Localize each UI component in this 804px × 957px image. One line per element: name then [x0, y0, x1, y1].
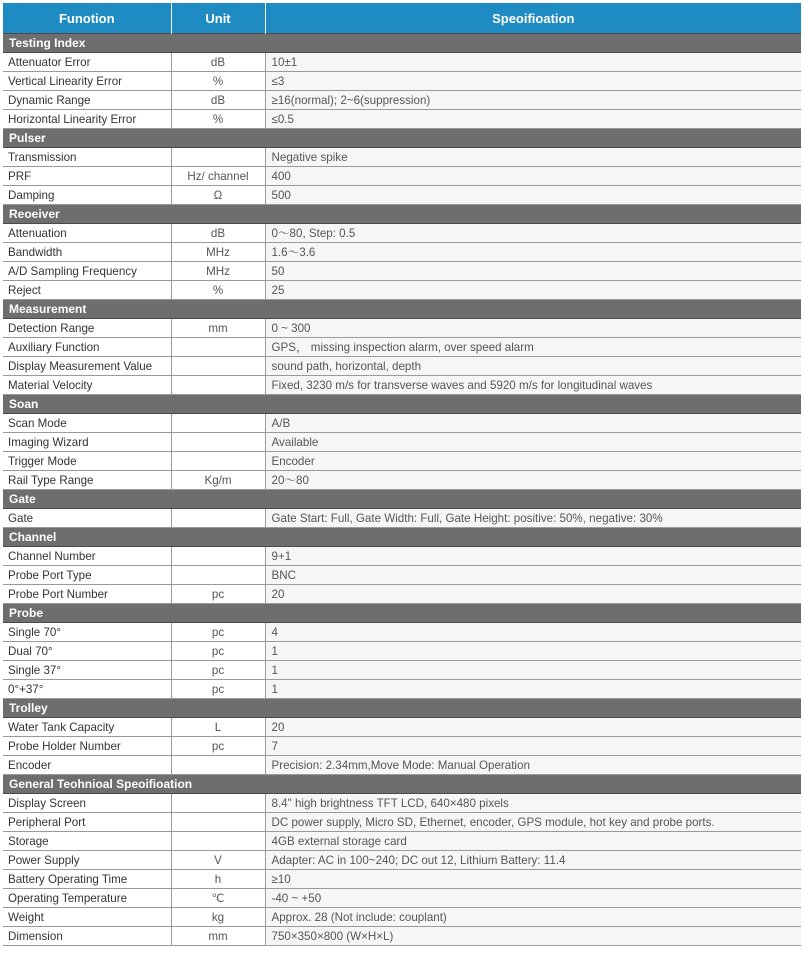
table-row — [3, 547, 801, 566]
specification-cell: 400 — [265, 167, 801, 186]
specification-cell: ≤3 — [265, 72, 801, 91]
table-row — [3, 357, 801, 376]
function-cell: Scan Mode — [3, 414, 171, 433]
unit-cell: V — [171, 851, 265, 870]
table-row — [3, 186, 801, 205]
table-row — [3, 167, 801, 186]
table-row — [3, 813, 801, 832]
specification-cell: 4GB external storage card — [265, 832, 801, 851]
specification-cell: 1 — [265, 642, 801, 661]
unit-cell: % — [171, 110, 265, 129]
function-cell: Vertical Linearity Error — [3, 72, 171, 91]
function-cell: 0°+37° — [3, 680, 171, 699]
unit-cell — [171, 452, 265, 471]
function-cell: Reject — [3, 281, 171, 300]
unit-cell — [171, 794, 265, 813]
unit-cell — [171, 148, 265, 167]
unit-cell — [171, 756, 265, 775]
specification-cell: Encoder — [265, 452, 801, 471]
unit-cell: MHz — [171, 262, 265, 281]
specification-cell: 50 — [265, 262, 801, 281]
unit-cell — [171, 813, 265, 832]
section-header-row — [3, 395, 801, 414]
table-row — [3, 623, 801, 642]
table-row — [3, 471, 801, 490]
unit-cell: % — [171, 72, 265, 91]
function-cell: Probe Port Type — [3, 566, 171, 585]
unit-cell: mm — [171, 319, 265, 338]
unit-cell — [171, 547, 265, 566]
unit-cell: % — [171, 281, 265, 300]
function-cell: Rail Type Range — [3, 471, 171, 490]
specification-cell: 0～80, Step: 0.5 — [265, 224, 801, 243]
function-cell: Transmission — [3, 148, 171, 167]
table-row — [3, 452, 801, 471]
section-header-row — [3, 300, 801, 319]
table-header-row — [3, 3, 801, 34]
specification-cell: Adapter: AC in 100~240; DC out 12, Lithium Battery: 11.4 — [265, 851, 801, 870]
unit-cell — [171, 414, 265, 433]
specification-cell: 20 — [265, 585, 801, 604]
specification-cell: 10±1 — [265, 53, 801, 72]
specification-cell: Available — [265, 433, 801, 452]
table-row — [3, 376, 801, 395]
table-row — [3, 585, 801, 604]
unit-cell: mm — [171, 927, 265, 946]
section-header-row — [3, 34, 801, 53]
function-cell: Display Screen — [3, 794, 171, 813]
table-row — [3, 889, 801, 908]
function-cell: Horizontal Linearity Error — [3, 110, 171, 129]
specification-cell: A/B — [265, 414, 801, 433]
section-header-row — [3, 699, 801, 718]
unit-cell: L — [171, 718, 265, 737]
header-function: Funotion — [3, 3, 171, 34]
specification-cell: -40 ~ +50 — [265, 889, 801, 908]
table-row — [3, 927, 801, 946]
table-row — [3, 509, 801, 528]
table-row — [3, 148, 801, 167]
table-row — [3, 851, 801, 870]
unit-cell — [171, 357, 265, 376]
unit-cell: Kg/m — [171, 471, 265, 490]
table-row — [3, 91, 801, 110]
function-cell: Probe Holder Number — [3, 737, 171, 756]
unit-cell — [171, 433, 265, 452]
table-row — [3, 319, 801, 338]
section-header-row — [3, 604, 801, 623]
table-row — [3, 224, 801, 243]
header-unit: Unit — [171, 3, 265, 34]
table-row — [3, 566, 801, 585]
specification-cell: 0 ~ 300 — [265, 319, 801, 338]
unit-cell: Ω — [171, 186, 265, 205]
unit-cell: Hz/ channel — [171, 167, 265, 186]
table-row — [3, 243, 801, 262]
section-header-row — [3, 205, 801, 224]
function-cell: Peripheral Port — [3, 813, 171, 832]
section-header-row — [3, 490, 801, 509]
function-cell: Dynamic Range — [3, 91, 171, 110]
function-cell: Dimension — [3, 927, 171, 946]
table-row — [3, 281, 801, 300]
section-header-row — [3, 775, 801, 794]
function-cell: Display Measurement Value — [3, 357, 171, 376]
function-cell: Damping — [3, 186, 171, 205]
function-cell: Attenuator Error — [3, 53, 171, 72]
specification-cell: 9+1 — [265, 547, 801, 566]
specification-cell: ≤0.5 — [265, 110, 801, 129]
table-row — [3, 908, 801, 927]
specification-table — [3, 3, 801, 946]
specification-cell: sound path, horizontal, depth — [265, 357, 801, 376]
section-title: Reoeiver — [3, 205, 801, 224]
function-cell: Weight — [3, 908, 171, 927]
table-row — [3, 870, 801, 889]
unit-cell: dB — [171, 53, 265, 72]
specification-cell: GPS， missing inspection alarm, over speed alarm — [265, 338, 801, 357]
unit-cell — [171, 376, 265, 395]
specification-cell: DC power supply, Micro SD, Ethernet, encoder, GPS module, hot key and probe ports. — [265, 813, 801, 832]
function-cell: Battery Operating Time — [3, 870, 171, 889]
specification-cell: ≥10 — [265, 870, 801, 889]
function-cell: Trigger Mode — [3, 452, 171, 471]
function-cell: Auxiliary Function — [3, 338, 171, 357]
specification-cell: Approx. 28 (Not include: couplant) — [265, 908, 801, 927]
unit-cell: h — [171, 870, 265, 889]
unit-cell: kg — [171, 908, 265, 927]
function-cell: Single 37° — [3, 661, 171, 680]
section-title: Gate — [3, 490, 801, 509]
section-title: Pulser — [3, 129, 801, 148]
header-specification: Speoifioation — [265, 3, 801, 34]
unit-cell — [171, 509, 265, 528]
specification-cell: 750×350×800 (W×H×L) — [265, 927, 801, 946]
table-row — [3, 737, 801, 756]
table-row — [3, 680, 801, 699]
table-row — [3, 794, 801, 813]
table-row — [3, 661, 801, 680]
table-row — [3, 433, 801, 452]
function-cell: Operating Temperature — [3, 889, 171, 908]
table-row — [3, 110, 801, 129]
specification-cell: ≥16(normal); 2~6(suppression) — [265, 91, 801, 110]
table-row — [3, 718, 801, 737]
unit-cell: pc — [171, 623, 265, 642]
unit-cell: MHz — [171, 243, 265, 262]
specification-cell: Precision: 2.34mm,Move Mode: Manual Operation — [265, 756, 801, 775]
unit-cell: pc — [171, 585, 265, 604]
unit-cell: pc — [171, 642, 265, 661]
function-cell: Dual 70° — [3, 642, 171, 661]
specification-cell: 25 — [265, 281, 801, 300]
section-title: Measurement — [3, 300, 801, 319]
table-row — [3, 53, 801, 72]
section-title: Trolley — [3, 699, 801, 718]
function-cell: A/D Sampling Frequency — [3, 262, 171, 281]
table-row — [3, 338, 801, 357]
table-row — [3, 756, 801, 775]
specification-cell: 1.6～3.6 — [265, 243, 801, 262]
table-row — [3, 72, 801, 91]
function-cell: Single 70° — [3, 623, 171, 642]
section-header-row — [3, 528, 801, 547]
function-cell: Material Velocity — [3, 376, 171, 395]
specification-cell: BNC — [265, 566, 801, 585]
section-title: Channel — [3, 528, 801, 547]
unit-cell: dB — [171, 224, 265, 243]
function-cell: Detection Range — [3, 319, 171, 338]
specification-cell: Negative spike — [265, 148, 801, 167]
function-cell: Bandwidth — [3, 243, 171, 262]
section-title: Probe — [3, 604, 801, 623]
table-row — [3, 414, 801, 433]
specification-cell: 20 — [265, 718, 801, 737]
specification-cell: Fixed, 3230 m/s for transverse waves and 5920 m/s for longitudinal waves — [265, 376, 801, 395]
function-cell: Gate — [3, 509, 171, 528]
specification-cell: Gate Start: Full, Gate Width: Full, Gate Height: positive: 50%, negative: 30% — [265, 509, 801, 528]
specification-cell: 7 — [265, 737, 801, 756]
specification-cell: 20～80 — [265, 471, 801, 490]
section-title: Soan — [3, 395, 801, 414]
function-cell: Imaging Wizard — [3, 433, 171, 452]
unit-cell — [171, 832, 265, 851]
function-cell: Probe Port Number — [3, 585, 171, 604]
specification-cell: 4 — [265, 623, 801, 642]
function-cell: Storage — [3, 832, 171, 851]
function-cell: Attenuation — [3, 224, 171, 243]
function-cell: Channel Number — [3, 547, 171, 566]
table-row — [3, 832, 801, 851]
specification-cell: 500 — [265, 186, 801, 205]
unit-cell: ℃ — [171, 889, 265, 908]
specification-cell: 1 — [265, 680, 801, 699]
function-cell: Water Tank Capacity — [3, 718, 171, 737]
specification-cell: 8.4" high brightness TFT LCD, 640×480 pixels — [265, 794, 801, 813]
unit-cell: pc — [171, 661, 265, 680]
function-cell: Power Supply — [3, 851, 171, 870]
table-row — [3, 262, 801, 281]
function-cell: Encoder — [3, 756, 171, 775]
table-row — [3, 642, 801, 661]
unit-cell — [171, 338, 265, 357]
function-cell: PRF — [3, 167, 171, 186]
section-header-row — [3, 129, 801, 148]
table-body — [3, 34, 801, 946]
unit-cell: pc — [171, 737, 265, 756]
section-title: General Teohnioal Speoifioation — [3, 775, 801, 794]
unit-cell — [171, 566, 265, 585]
section-title: Testing Index — [3, 34, 801, 53]
unit-cell: pc — [171, 680, 265, 699]
specification-cell: 1 — [265, 661, 801, 680]
unit-cell: dB — [171, 91, 265, 110]
